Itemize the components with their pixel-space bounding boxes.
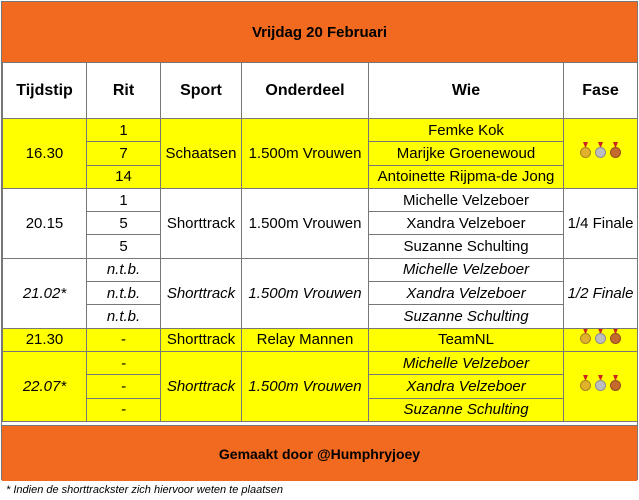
cell-sport: Shorttrack — [161, 188, 242, 258]
medals-icon-group — [580, 380, 621, 391]
cell-wie: Femke Kok — [369, 119, 564, 142]
cell-rit: 7 — [87, 142, 161, 165]
cell-wie: TeamNL — [369, 328, 564, 351]
schedule-card — [1, 1, 638, 480]
cell-tijdstip: 22.07* — [3, 351, 87, 421]
cell-sport: Shorttrack — [161, 258, 242, 328]
cell-sport: Shorttrack — [161, 351, 242, 421]
cell-wie: Marijke Groenewoud — [369, 142, 564, 165]
table-row — [3, 258, 638, 281]
table-row — [3, 328, 638, 351]
cell-tijdstip: 21.02* — [3, 258, 87, 328]
cell-rit: 1 — [87, 119, 161, 142]
cell-fase: 1/2 Finale — [564, 258, 638, 328]
cell-sport: Shorttrack — [161, 328, 242, 351]
cell-wie: Michelle Velzeboer — [369, 351, 564, 374]
header-wie: Wie — [369, 63, 564, 119]
cell-rit: n.t.b. — [87, 282, 161, 305]
cell-wie: Xandra Velzeboer — [369, 375, 564, 398]
cell-rit: n.t.b. — [87, 305, 161, 328]
medals-icon-group — [580, 147, 621, 158]
cell-wie: Suzanne Schulting — [369, 235, 564, 258]
page-title: Vrijdag 20 Februari — [251, 23, 388, 41]
gold-medal-icon — [580, 380, 591, 391]
cell-wie: Suzanne Schulting — [369, 398, 564, 421]
cell-onderdeel: 1.500m Vrouwen — [242, 351, 369, 421]
cell-fase — [564, 328, 638, 351]
cell-fase: 1/4 Finale — [564, 188, 638, 258]
cell-rit: - — [87, 398, 161, 421]
cell-rit: n.t.b. — [87, 258, 161, 281]
cell-rit: - — [87, 328, 161, 351]
silver-medal-icon — [595, 147, 606, 158]
cell-wie: Suzanne Schulting — [369, 305, 564, 328]
cell-tijdstip: 21.30 — [3, 328, 87, 351]
cell-onderdeel: 1.500m Vrouwen — [242, 188, 369, 258]
cell-rit: - — [87, 375, 161, 398]
table-row — [3, 188, 638, 211]
cell-onderdeel: Relay Mannen — [242, 328, 369, 351]
schedule-table — [2, 62, 638, 422]
cell-fase — [564, 119, 638, 189]
cell-tijdstip: 20.15 — [3, 188, 87, 258]
bronze-medal-icon — [610, 333, 621, 344]
gold-medal-icon — [580, 147, 591, 158]
cell-rit: 5 — [87, 235, 161, 258]
header-tijdstip: Tijdstip — [3, 63, 87, 119]
cell-wie: Michelle Velzeboer — [369, 258, 564, 281]
bronze-medal-icon — [610, 380, 621, 391]
cell-wie: Michelle Velzeboer — [369, 188, 564, 211]
footnote: * Indien de shorttrackster zich hiervoor weten te plaatsen — [6, 484, 283, 496]
medals-icon-group — [580, 333, 621, 344]
table-row — [3, 351, 638, 374]
cell-wie: Antoinette Rijpma-de Jong — [369, 165, 564, 188]
header-fase: Fase — [564, 63, 638, 119]
footer-credit: Gemaakt door @Humphryjoey — [218, 445, 421, 462]
cell-onderdeel: 1.500m Vrouwen — [242, 119, 369, 189]
header-onderdeel: Onderdeel — [242, 63, 369, 119]
header-sport: Sport — [161, 63, 242, 119]
cell-rit: 14 — [87, 165, 161, 188]
cell-tijdstip: 16.30 — [3, 119, 87, 189]
cell-rit: - — [87, 351, 161, 374]
cell-wie: Xandra Velzeboer — [369, 212, 564, 235]
gold-medal-icon — [580, 333, 591, 344]
cell-rit: 5 — [87, 212, 161, 235]
bronze-medal-icon — [610, 147, 621, 158]
header-row — [3, 63, 638, 119]
silver-medal-icon — [595, 380, 606, 391]
header-rit: Rit — [87, 63, 161, 119]
silver-medal-icon — [595, 333, 606, 344]
footer-bar — [2, 425, 637, 481]
table-row — [3, 119, 638, 142]
cell-onderdeel: 1.500m Vrouwen — [242, 258, 369, 328]
schedule-body — [3, 119, 638, 422]
title-bar — [2, 2, 637, 63]
cell-fase — [564, 351, 638, 421]
cell-sport: Schaatsen — [161, 119, 242, 189]
cell-rit: 1 — [87, 188, 161, 211]
cell-wie: Xandra Velzeboer — [369, 282, 564, 305]
